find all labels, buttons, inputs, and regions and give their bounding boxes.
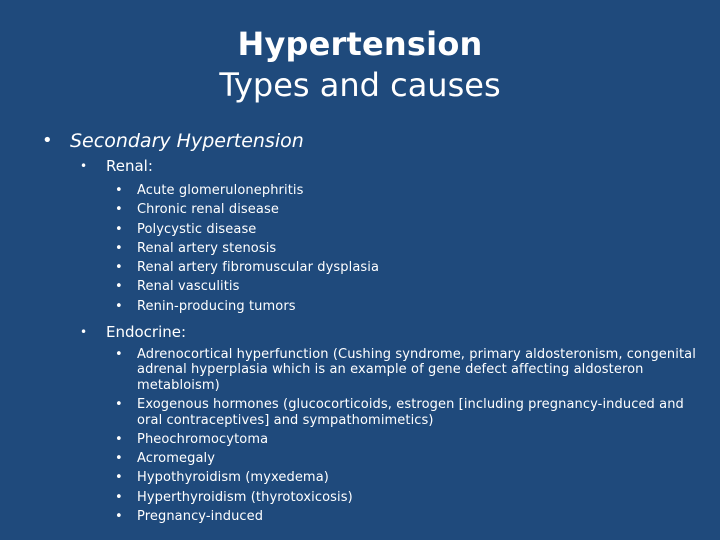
list-item: • Acute glomerulonephritis [106,181,702,200]
list-item: • Pregnancy-induced [106,509,702,524]
list-item: • Hyperthyroidism (thyrotoxicosis) [106,490,702,505]
list-item: • Renal artery stenosis [106,239,702,258]
list-item: • Renal vasculitis [106,277,702,296]
section-secondary-hypertension [42,128,702,524]
group-renal [74,156,702,316]
title-line-2: Types and causes [219,65,501,104]
section-heading: Secondary Hypertension [70,130,304,152]
bullet-list [42,128,702,524]
cause-groups [70,156,702,524]
list-item: • Pheochromocytoma [106,432,702,447]
list-item: • Chronic renal disease [106,200,702,219]
list-item: • Renal artery fibromuscular dysplasia [106,258,702,277]
slide-content [42,128,702,528]
renal-causes-list [106,181,702,316]
title-line-1: Hypertension [237,25,483,63]
group-label: Endocrine: [106,323,187,342]
slide-title [0,22,720,108]
list-item: • Exogenous hormones (glucocorticoids, estrogen [including pregnancy-induced and oral contraceptives] and sympathomimetics) [106,397,702,428]
list-item: • Adrenocortical hyperfunction (Cushing syndrome, primary aldosteronism, congenital adrenal hyperplasia which is an example of gene defect affecting aldosteron metabloism) [106,347,702,393]
group-label: Renal: [106,157,153,175]
list-item: • Hypothyroidism (myxedema) [106,470,702,485]
group-endocrine [74,322,702,524]
endocrine-causes-list [106,347,702,524]
list-item: • Polycystic disease [106,220,702,239]
list-item: • Acromegaly [106,451,702,466]
list-item: • Renin-producing tumors [106,297,702,316]
